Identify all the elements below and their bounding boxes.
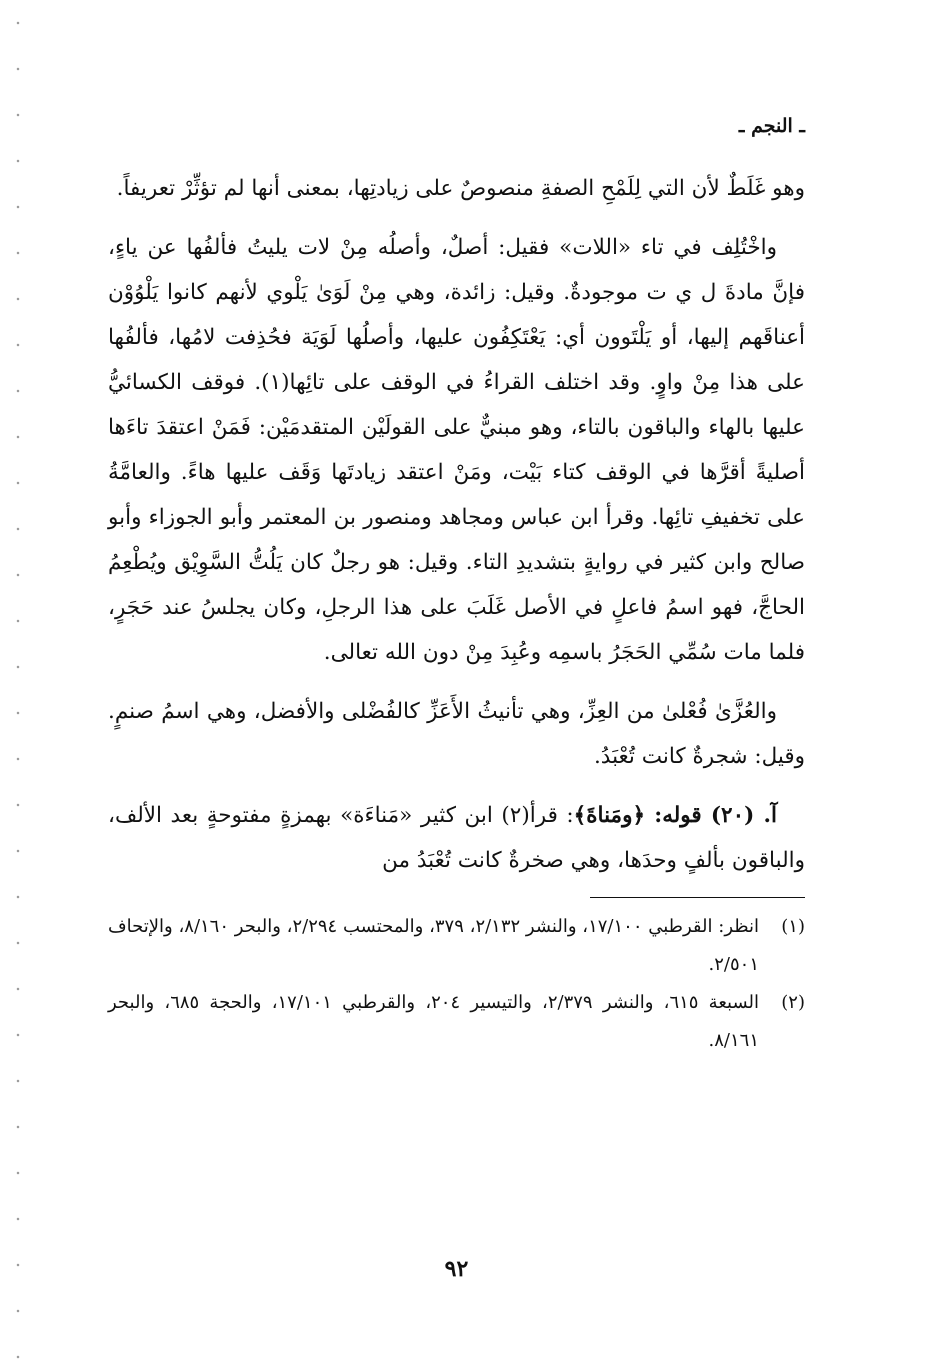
footnote-2 <box>108 984 805 1060</box>
footnote-text: السبعة ٦١٥، والنشر ٢/٣٧٩، والتيسير ٢٠٤، والقرطبي ١٧/١٠١، والحجة ٦٨٥، والبحر ٨/١٦١. <box>108 992 759 1051</box>
paragraph-1: وهو غَلَطٌ لأن التي لِلَمْحِ الصفةِ منصوصٌ على زيادتِها، بمعنى أنها لم تؤثِّرْ تعريفاً. <box>116 176 805 201</box>
book-page <box>108 108 805 1348</box>
footnote-1 <box>108 908 805 984</box>
footnote-separator <box>590 897 805 898</box>
footnote-number: (٢) <box>781 992 805 1013</box>
footnote-text: انظر: القرطبي ١٧/١٠٠، والنشر ٢/١٣٢، ٣٧٩، والمحتسب ٢/٢٩٤، والبحر ٨/١٦٠، والإتحاف ٢/٥٠١. <box>108 916 760 975</box>
footnotes <box>108 908 805 1060</box>
verse-lead: آ. (٢٠) قوله: ﴿ومَناةَ﴾ <box>573 803 777 828</box>
paragraph-3: والعُزَّىٰ فُعْلىٰ من العِزِّ، وهي تأنيثُ الأَعَزِّ كالفُضْلى والأفضل، وهي اسمُ صنمٍ. وقيل: شجرةٌ كانت تُعْبَدُ. <box>108 699 805 769</box>
paragraph-2: واخْتُلِف في تاء «اللات» فقيل: أصلٌ، وأصلُه مِنْ لات يليتُ فألفُها عن ياءٍ، فإنَّ مادةَ ل ي ت موجودةٌ. وقيل: زائدة، وهي مِنْ لَوَىٰ يَلْوي لأنهم كانوا يَلْوُوْن أعناقَهم إليها، أو يَلْتَوون أي: يَعْتَكِفُون عليها، وأصلُها لَوَيَة فحُذِفت لامُها، فألفُها على هذا مِنْ واوٍ. وقد اختلف القراءُ في الوقف على تائِها(١). فوقف الكسائيُّ عليها بالهاء والباقون بالتاء، وهو مبنيٌّ على القولَيْن المتقدمَيْن: فَمَنْ اعتقدَ تاءَها أصليةً أقرَّها في الوقف كتاء بَيْت، ومَنْ اعتقد زيادتَها وَقَف عليها هاءً. والعامَّةُ على تخفيفِ تائِها. وقرأ ابن عباس ومجاهد ومنصور بن المعتمر وأبو الجوزاء وأبو صالح وابن كثير في روايةٍ بتشديدِ التاء. وقيل: هو رجلٌ كان يَلُتُّ السَّوِيْق ويُطْعِمُ الحاجَّ، فهو اسمُ فاعلٍ في الأصل غَلَبَ على هذا الرجلِ، وكان يجلسُ عند حَجَرٍ، فلما مات سُمِّي الحَجَرُ باسمِه وعُبِدَ مِنْ دون الله تعالى. <box>108 235 805 665</box>
paragraph-4-text: : قرأ(٢) ابن كثير «مَناءَة» بهمزةٍ مفتوحةٍ بعد الألف، والباقون بألفٍ وحدَها، وهي صخرةٌ كانت تُعْبَدُ من <box>108 803 805 873</box>
footnote-number: (١) <box>781 916 805 937</box>
paragraph-4 <box>108 793 805 883</box>
scan-dotted-margin <box>16 0 20 1372</box>
main-text <box>108 166 805 883</box>
running-header: ـ النجم ـ <box>738 115 805 137</box>
page-number: ٩٢ <box>444 1256 469 1282</box>
